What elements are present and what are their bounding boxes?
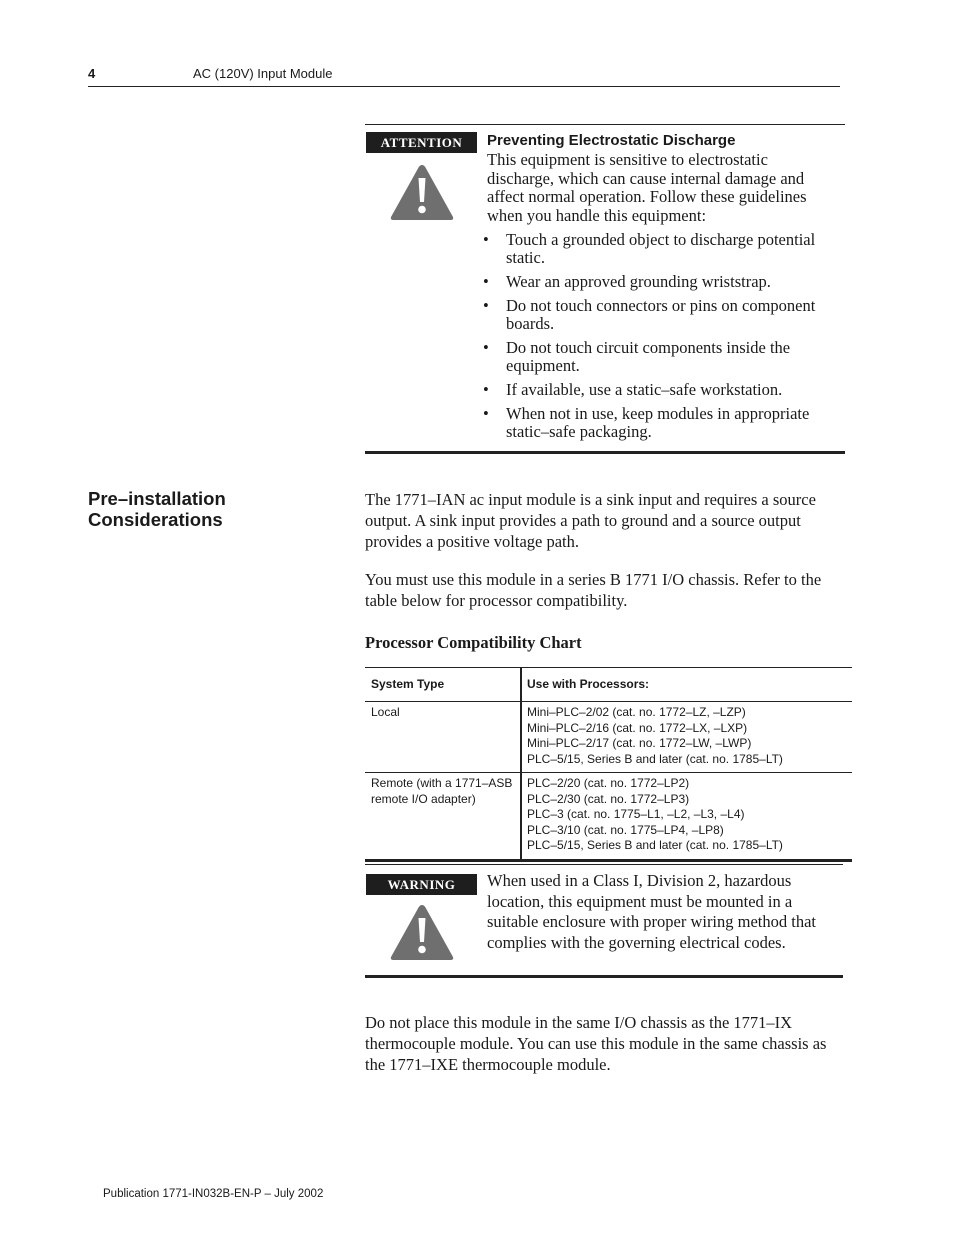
processor-entry: Mini–PLC–2/17 (cat. no. 1772–LW, –LWP) bbox=[527, 736, 752, 750]
processor-entry: PLC–3/10 (cat. no. 1775–LP4, –LP8) bbox=[527, 822, 724, 837]
warning-text: When used in a Class I, Division 2, hazardous location, this equipment must be mounted in a suitable enclosure with proper wiring method that complies with the governing electrical codes. bbox=[487, 871, 817, 952]
processor-entry: PLC–5/15, Series B and later (cat. no. 1785–LT) bbox=[527, 751, 783, 766]
processor-entry: Mini–PLC–2/02 (cat. no. 1772–LZ, –LZP) bbox=[527, 705, 746, 719]
page-number: 4 bbox=[88, 66, 96, 81]
list-item: • Wear an approved grounding wriststrap. bbox=[483, 273, 843, 291]
attention-intro: This equipment is sensitive to electrostatic discharge, which can cause internal damage and affect normal operation. Follow these guidelines when you handle this equipment: bbox=[487, 150, 807, 225]
system-type-cell: Local bbox=[365, 702, 521, 773]
section-paragraph-2: You must use this module in a series B 1771 I/O chassis. Refer to the table below for processor compatibility. bbox=[365, 570, 822, 610]
table-row bbox=[365, 702, 852, 773]
publication-footer: Publication 1771-IN032B-EN-P – July 2002 bbox=[103, 1188, 324, 1200]
processors-cell bbox=[521, 702, 852, 773]
attention-top-rule bbox=[365, 124, 845, 125]
header-rule bbox=[88, 86, 840, 87]
list-item: • Do not touch circuit components inside the equipment. bbox=[483, 339, 843, 375]
section-heading: Pre–installation Considerations bbox=[88, 488, 226, 530]
processor-entry: PLC–2/20 (cat. no. 1772–LP2) bbox=[527, 776, 690, 790]
warning-badge: WARNING bbox=[366, 874, 477, 895]
warning-top-rule bbox=[365, 864, 843, 865]
attention-badge: ATTENTION bbox=[366, 132, 477, 153]
warning-triangle-icon bbox=[389, 162, 455, 222]
attention-bottom-rule bbox=[365, 451, 845, 454]
column-header-processors: Use with Processors: bbox=[527, 676, 650, 691]
system-type-cell: Remote (with a 1771–ASB remote I/O adapter) bbox=[365, 773, 521, 861]
table-header-row bbox=[365, 668, 852, 702]
processor-compatibility-table bbox=[365, 667, 852, 862]
running-title: AC (120V) Input Module bbox=[193, 66, 333, 81]
processor-entry: PLC–5/15, Series B and later (cat. no. 1785–LT) bbox=[527, 838, 783, 852]
processors-cell bbox=[521, 773, 852, 861]
warning-triangle-icon bbox=[389, 902, 455, 962]
warning-bottom-rule bbox=[365, 975, 843, 978]
processor-entry: Mini–PLC–2/16 (cat. no. 1772–LX, –LXP) bbox=[527, 720, 748, 735]
section-paragraph-1: The 1771–IAN ac input module is a sink input and requires a source output. A sink input provides a path to ground and a source output provides a positive voltage path. bbox=[365, 490, 816, 551]
table-title: Processor Compatibility Chart bbox=[365, 633, 582, 652]
attention-guidelines-list bbox=[483, 231, 843, 447]
column-header-system-type: System Type bbox=[365, 668, 521, 702]
attention-heading: Preventing Electrostatic Discharge bbox=[487, 132, 736, 149]
processor-entry: PLC–2/30 (cat. no. 1772–LP3) bbox=[527, 791, 690, 806]
list-item: • When not in use, keep modules in appropriate static–safe packaging. bbox=[483, 405, 843, 441]
processor-entry: PLC–3 (cat. no. 1775–L1, –L2, –L3, –L4) bbox=[527, 807, 745, 821]
list-item: • Do not touch connectors or pins on component boards. bbox=[483, 297, 843, 333]
table-row bbox=[365, 773, 852, 861]
list-item: • If available, use a static–safe workstation. bbox=[483, 381, 843, 399]
closing-paragraph: Do not place this module in the same I/O chassis as the 1771–IX thermocouple module. You can use this module in the same chassis as the 1771–IXE thermocouple module. bbox=[365, 1013, 827, 1074]
list-item: • Touch a grounded object to discharge potential static. bbox=[483, 231, 843, 267]
